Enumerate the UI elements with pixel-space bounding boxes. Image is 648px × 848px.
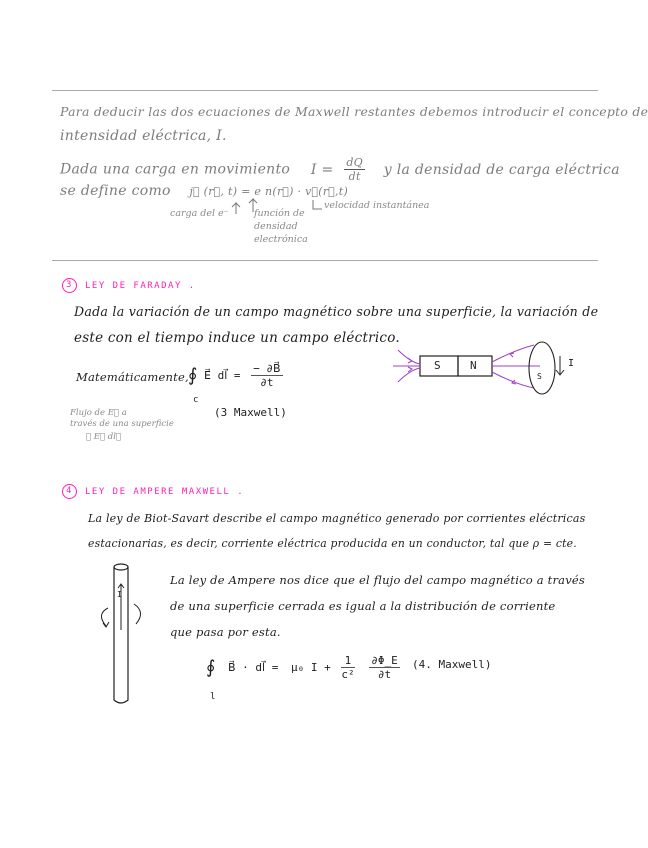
ampere-equation xyxy=(206,654,400,681)
faraday-number-badge: 3 xyxy=(62,278,77,293)
intro-line-3-a: Dada una carga en movimiento xyxy=(60,161,291,178)
intro-line-4-a: se define como xyxy=(60,183,171,199)
faraday-eq-num: − ∂B⃗ xyxy=(253,362,281,375)
ampere-eq-frac2-num: ∂Φ_E xyxy=(371,654,398,667)
ampere-number-badge: 4 xyxy=(62,484,77,499)
ampere-eq-tag: (4. Maxwell) xyxy=(412,658,492,671)
ampere-integral-symbol: ∮ xyxy=(206,657,216,678)
faraday-eq-lhs: E⃗ dl⃗ = xyxy=(204,369,241,382)
wire-current-label: I xyxy=(117,590,122,599)
intro-eq-lhs: I = xyxy=(310,161,334,178)
faraday-math-label: Matemáticamente, xyxy=(76,370,189,384)
ampere-line-2: estacionarias, es decir, corriente eléctrica producida en un conductor, tal que ρ = cte. xyxy=(88,537,577,550)
loop-surface-label: S xyxy=(537,372,542,381)
note-charge: carga del e⁻ xyxy=(170,208,229,219)
intro-eq-den: dt xyxy=(348,170,361,183)
ampere-eq-fraction-2 xyxy=(369,654,400,681)
ampere-line-5: que pasa por esta. xyxy=(170,625,281,639)
loop-current-label: I xyxy=(568,358,575,369)
faraday-title: LEY DE FARADAY . xyxy=(85,281,196,291)
faraday-side-note-2: través de una superficie xyxy=(70,419,174,429)
faraday-integral-sub: c xyxy=(193,395,199,405)
intro-eq-num: dQ xyxy=(346,156,363,169)
ampere-title: LEY DE AMPERE MAXWELL . xyxy=(85,487,245,497)
note-density-1: función de xyxy=(254,208,305,219)
faraday-side-note-3: ∮ E⃗ dl⃗ xyxy=(86,432,122,442)
intro-line-3-b: y la densidad de carga eléctrica xyxy=(383,161,620,178)
note-velocity: velocidad instantánea xyxy=(324,200,430,211)
ampere-line-4: de una superficie cerrada es igual a la distribución de corriente xyxy=(170,599,556,613)
ampere-eq-frac2-den: ∂t xyxy=(377,668,392,681)
ampere-eq-frac1-num: 1 xyxy=(341,654,354,668)
ampere-eq-fraction-1 xyxy=(341,654,354,681)
faraday-integral-symbol: ∮ xyxy=(188,365,198,386)
faraday-side-note-1: Flujo de E⃗ a xyxy=(70,408,127,418)
ampere-eq-lhs: B⃗ · dl⃗ = xyxy=(228,661,279,674)
magnet-s-label: S xyxy=(434,359,441,372)
faraday-eq-den: ∂t xyxy=(260,376,274,389)
intro-line-2: intensidad eléctrica, I. xyxy=(60,128,227,144)
ampere-eq-frac1-den: c² xyxy=(341,668,355,681)
ampere-eq-mid: μ₀ I + xyxy=(290,661,331,674)
ampere-integral-sub: l xyxy=(210,692,216,702)
intro-line-1: Para deducir las dos ecuaciones de Maxwell restantes debemos introducir el concepto de xyxy=(60,104,648,119)
magnet-n-label: N xyxy=(470,359,477,372)
ampere-line-1: La ley de Biot-Savart describe el campo magnético generado por corrientes eléctricas xyxy=(88,512,586,525)
faraday-line-1: Dada la variación de un campo magnético sobre una superficie, la variación de xyxy=(74,304,599,319)
intro-line-4-eq: j⃗ (r⃗, t) = e n(r⃗) · v⃗(r⃗,t) xyxy=(189,185,349,198)
ampere-line-3: La ley de Ampere nos dice que el flujo del campo magnético a través xyxy=(170,573,586,587)
note-density-3: electrónica xyxy=(254,234,308,245)
faraday-eq-tag: (3 Maxwell) xyxy=(214,406,287,419)
faraday-line-2: este con el tiempo induce un campo eléctrico. xyxy=(74,330,400,346)
note-density-2: densidad xyxy=(254,221,298,232)
